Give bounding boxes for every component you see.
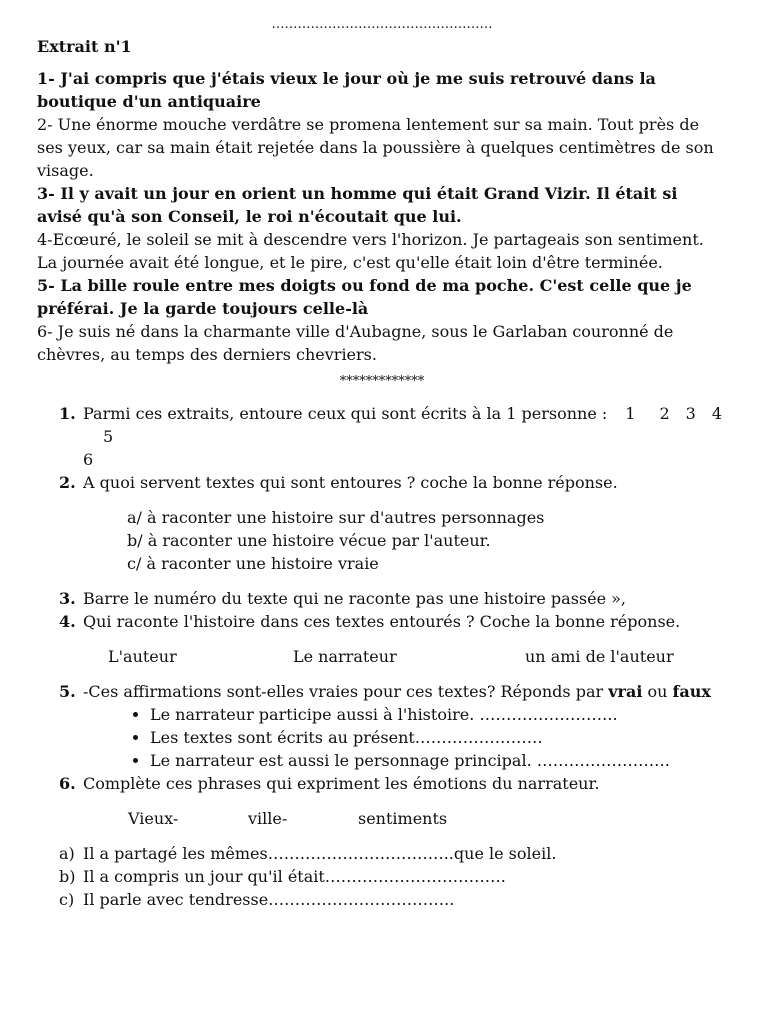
extract-2: 2- Une énorme mouche verdâtre se promena lentement sur sa main. Tout près de ses yeux, car sa main était rejetée dans la poussière à quelques centimètres de son visage. <box>37 115 714 180</box>
extract-5: 5- La bille roule entre mes doigts ou fond de ma poche. C'est celle que je préférai. Je la garde toujours celle-là <box>37 276 692 318</box>
word-bank <box>37 807 727 830</box>
question-number: 4. <box>59 612 76 631</box>
question-5 <box>37 680 727 703</box>
question-text: Barre le numéro du texte qui ne raconte pas une histoire passée », <box>83 589 627 608</box>
word-ville: ville- <box>248 809 288 828</box>
q6-sentences <box>37 842 727 911</box>
questions-list <box>37 402 727 494</box>
question-text: A quoi servent textes qui sont entoures ? coche la bonne réponse. <box>83 473 618 492</box>
questions-list-3 <box>37 680 727 703</box>
sentence-c[interactable] <box>37 888 727 911</box>
option-a[interactable]: a/ à raconter une histoire sur d'autres personnages <box>127 508 545 527</box>
number-option[interactable]: 4 <box>711 404 723 423</box>
extract-1: 1- J'ai compris que j'étais vieux le jour où je me suis retrouvé dans la boutique d'un antiquaire <box>37 69 656 111</box>
q2-options <box>37 506 727 575</box>
sentence-letter: a) <box>59 844 75 863</box>
sentence-text: Il a partagé les mêmes……………………………..que le soleil. <box>83 844 557 863</box>
extract-3: 3- Il y avait un jour en orient un homme qui était Grand Vizir. Il était si avisé qu'à son Conseil, le roi n'écoutait que lui. <box>37 184 678 226</box>
option-b[interactable]: b/ à raconter une histoire vécue par l'auteur. <box>127 531 491 550</box>
word-vieux: Vieux- <box>128 809 179 828</box>
choice-auteur[interactable]: L'auteur <box>108 647 177 666</box>
questions-list-4 <box>37 772 727 795</box>
choice-narrateur[interactable]: Le narrateur <box>293 647 397 666</box>
question-number: 3. <box>59 589 76 608</box>
extracts <box>37 67 727 366</box>
question-number: 6. <box>59 774 76 793</box>
sentence-a[interactable] <box>37 842 727 865</box>
word-faux: faux <box>672 682 711 701</box>
choice-ami[interactable]: un ami de l'auteur <box>525 647 674 666</box>
question-number: 2. <box>59 473 76 492</box>
question-3 <box>37 587 727 610</box>
page-title: Extrait n'1 <box>37 37 132 56</box>
q4-choices <box>37 645 727 668</box>
question-number: 1. <box>59 404 76 423</box>
sentence-letter: b) <box>59 867 76 886</box>
number-option[interactable]: 2 <box>659 404 670 423</box>
sentence-letter: c) <box>59 890 75 909</box>
word-vrai: vrai <box>608 682 643 701</box>
questions-list-2 <box>37 587 727 633</box>
question-text: Parmi ces extraits, entoure ceux qui sont écrits à la 1 personne : <box>83 404 608 423</box>
extract-6: 6- Je suis né dans la charmante ville d'Aubagne, sous le Garlaban couronné de chèvres, au temps des derniers chevriers. <box>37 322 674 364</box>
extract-4: 4-Ecœuré, le soleil se mit à descendre vers l'horizon. Je partageais son sentiment. La journée avait été longue, et le pire, c'est qu'elle était loin d'être terminée. <box>37 230 704 272</box>
sentence-text: Il a compris un jour qu'il était……………………………. <box>83 867 506 886</box>
number-option[interactable]: 1 <box>625 404 636 423</box>
statement-2[interactable]: • Les textes sont écrits au présent…………………… <box>150 726 727 749</box>
header-dots: …………………………………………… <box>271 17 493 32</box>
worksheet <box>37 15 727 911</box>
sentence-text: Il parle avec tendresse…………………………….. <box>83 890 455 909</box>
option-c[interactable]: c/ à raconter une histoire vraie <box>127 554 379 573</box>
question-2 <box>37 471 727 494</box>
question-text: Complète ces phrases qui expriment les émotions du narrateur. <box>83 774 600 793</box>
question-number: 5. <box>59 682 76 701</box>
question-4 <box>37 610 727 633</box>
number-option[interactable]: 5 <box>103 427 114 446</box>
number-option[interactable]: 6 <box>83 450 94 469</box>
number-option[interactable]: 3 <box>685 404 696 423</box>
statement-1[interactable]: • Le narrateur participe aussi à l'histoire. …………………….. <box>150 703 727 726</box>
sentence-b[interactable] <box>37 865 727 888</box>
word-ou: ou <box>642 682 673 701</box>
question-text: -Ces affirmations sont-elles vraies pour ces textes? Réponds par <box>83 682 609 701</box>
separator: ************* <box>339 374 425 389</box>
question-text: Qui raconte l'histoire dans ces textes entourés ? Coche la bonne réponse. <box>83 612 681 631</box>
q5-statements <box>37 703 727 772</box>
statement-3[interactable]: • Le narrateur est aussi le personnage principal. ……………………. <box>150 749 727 772</box>
question-6 <box>37 772 727 795</box>
word-sentiments: sentiments <box>358 809 448 828</box>
question-1 <box>37 402 727 471</box>
